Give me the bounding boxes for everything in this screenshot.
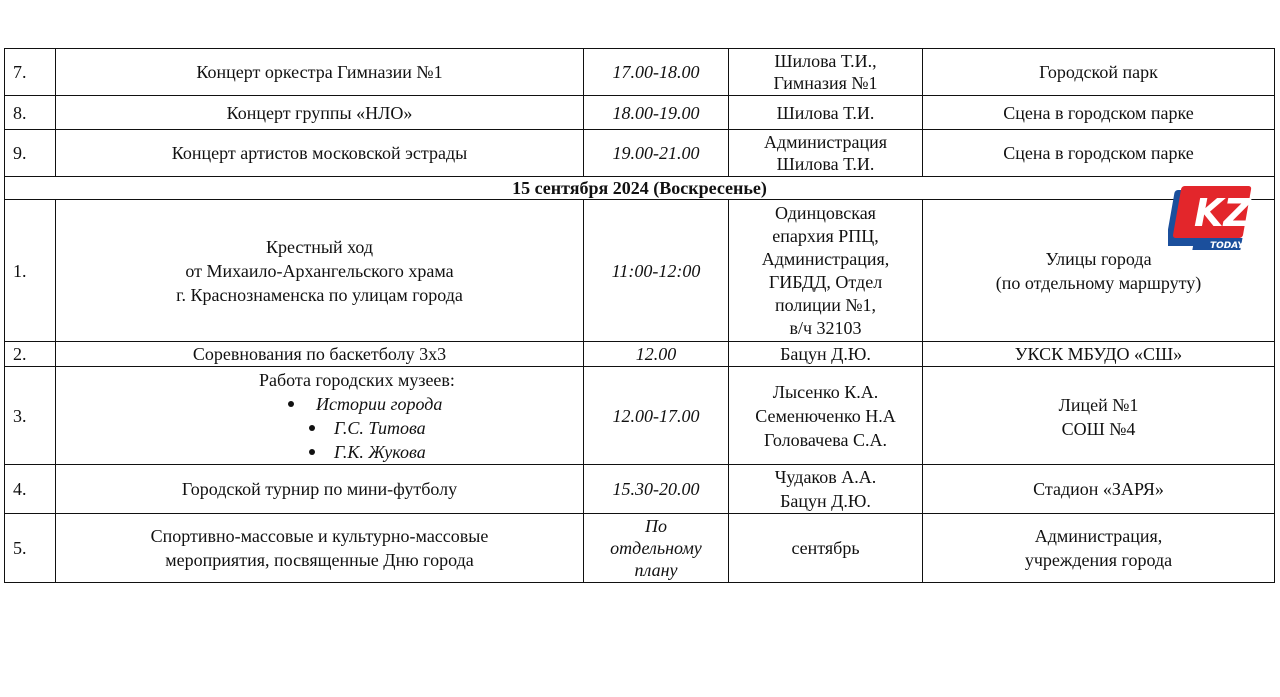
event-cell: Концерт оркестра Гимназии №1 <box>56 49 584 96</box>
event-cell: Спортивно-массовые и культурно-массовые мероприятия, посвященные Дню города <box>56 514 584 583</box>
place-cell: Сцена в городском парке <box>923 96 1275 130</box>
time-cell: 17.00-18.00 <box>584 49 729 96</box>
place-cell: Стадион «ЗАРЯ» <box>923 465 1275 514</box>
bullet-icon <box>309 449 315 455</box>
list-item: Г.С. Титова <box>206 416 579 440</box>
logo-kz-text: KZ <box>1194 191 1251 235</box>
time-cell: 12.00-17.00 <box>584 367 729 465</box>
event-cell: Крестный ход от Михаило-Архангельского храма г. Краснознаменска по улицам города <box>56 200 584 342</box>
time-cell: 11:00-12:00 <box>584 200 729 342</box>
date-header: 15 сентября 2024 (Воскресенье) <box>5 177 1275 200</box>
responsible-cell: Чудаков А.А. Бацун Д.Ю. <box>729 465 923 514</box>
time-cell: 15.30-20.00 <box>584 465 729 514</box>
place-cell: Сцена в городском парке <box>923 130 1275 177</box>
time-cell: По отдельному плану <box>584 514 729 583</box>
event-cell: Концерт группы «НЛО» <box>56 96 584 130</box>
date-header-row <box>5 177 1275 200</box>
time-cell: 19.00-21.00 <box>584 130 729 177</box>
table-row <box>5 130 1275 177</box>
responsible-cell: Одинцовская епархия РПЦ, Администрация, ГИБДД, Отдел полиции №1, в/ч 32103 <box>729 200 923 342</box>
schedule-table <box>4 48 1275 583</box>
event-title: Работа городских музеев: <box>259 369 455 390</box>
event-cell: Городской турнир по мини-футболу <box>56 465 584 514</box>
time-cell: 18.00-19.00 <box>584 96 729 130</box>
list-item: Истории города <box>206 392 579 416</box>
table-row <box>5 465 1275 514</box>
table-row <box>5 514 1275 583</box>
bullet-icon <box>309 425 315 431</box>
event-cell <box>56 367 584 465</box>
table-row <box>5 49 1275 96</box>
place-cell: Улицы города (по отдельному маршруту) <box>923 200 1275 342</box>
place-cell: Лицей №1 СОШ №4 <box>923 367 1275 465</box>
event-cell: Соревнования по баскетболу 3х3 <box>56 342 584 367</box>
responsible-cell: Шилова Т.И. <box>729 96 923 130</box>
row-number: 4. <box>5 465 56 514</box>
event-cell: Концерт артистов московской эстрады <box>56 130 584 177</box>
place-cell: УКСК МБУДО «СШ» <box>923 342 1275 367</box>
bullet-icon <box>288 401 294 407</box>
table-row <box>5 367 1275 465</box>
responsible-cell: Бацун Д.Ю. <box>729 342 923 367</box>
kz-today-logo <box>1168 184 1260 260</box>
row-number: 3. <box>5 367 56 465</box>
table-row <box>5 342 1275 367</box>
responsible-cell: Лысенко К.А. Семенюченко Н.А Головачева С.А. <box>729 367 923 465</box>
place-cell: Администрация, учреждения города <box>923 514 1275 583</box>
responsible-cell: сентябрь <box>729 514 923 583</box>
row-number: 5. <box>5 514 56 583</box>
table-row <box>5 96 1275 130</box>
row-number: 8. <box>5 96 56 130</box>
row-number: 9. <box>5 130 56 177</box>
place-cell: Городской парк <box>923 49 1275 96</box>
responsible-cell: Шилова Т.И., Гимназия №1 <box>729 49 923 96</box>
list-item: Г.К. Жукова <box>206 440 579 464</box>
row-number: 2. <box>5 342 56 367</box>
responsible-cell: Администрация Шилова Т.И. <box>729 130 923 177</box>
museum-list <box>206 392 579 464</box>
row-number: 1. <box>5 200 56 342</box>
time-cell: 12.00 <box>584 342 729 367</box>
logo-today-text: TODAY <box>1210 241 1244 251</box>
table-row <box>5 200 1275 342</box>
row-number: 7. <box>5 49 56 96</box>
